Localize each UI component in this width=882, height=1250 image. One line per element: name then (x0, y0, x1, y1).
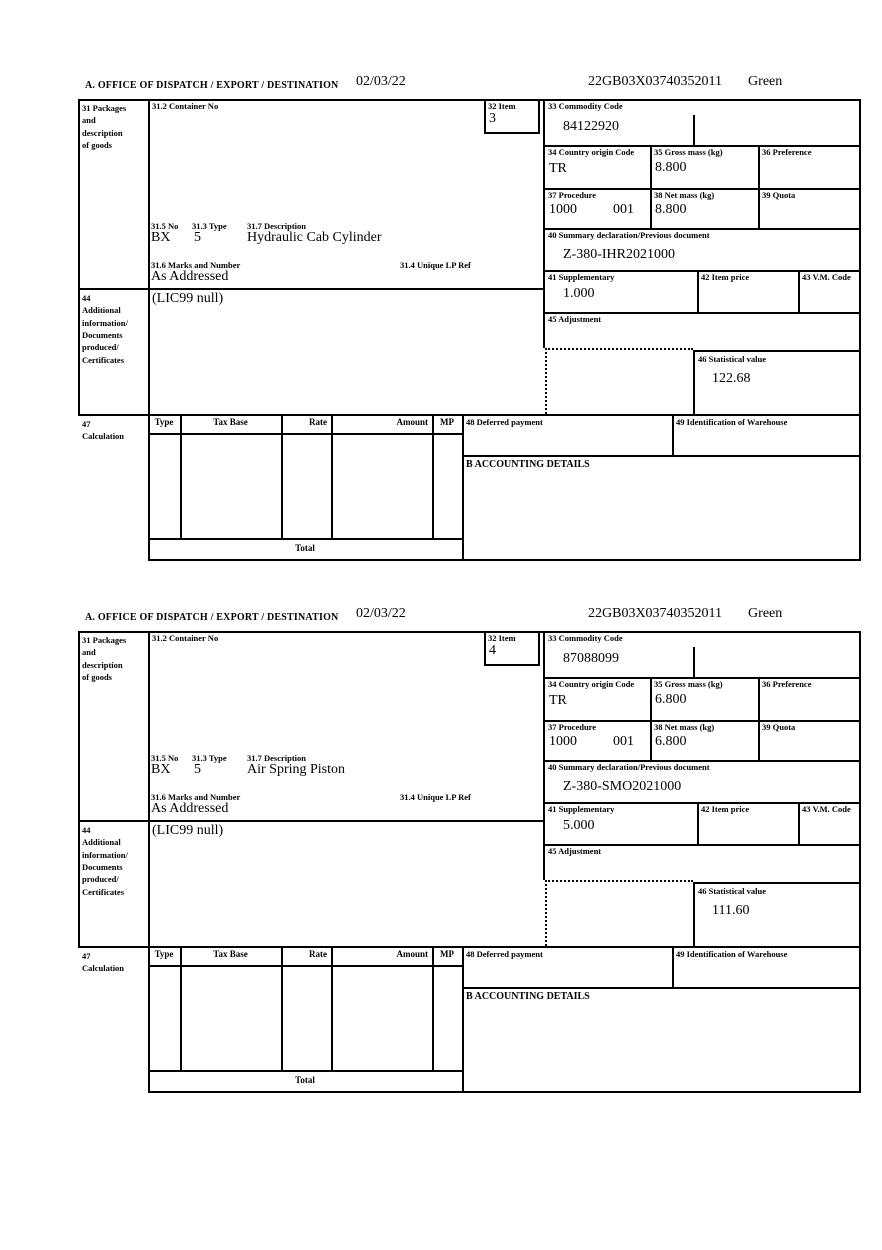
outer-right-border (859, 99, 861, 561)
deferred-payment-label: 48 Deferred payment (466, 417, 543, 427)
pkg-type-label: 31.3 Type (192, 221, 227, 231)
divider-line (758, 145, 760, 228)
summary-declaration-value: Z-380-SMO2021000 (563, 779, 682, 794)
packages-label: 31 Packages and description of goods (82, 103, 127, 150)
marks-label: 31.6 Marks and Number (151, 792, 241, 802)
routing-indicator: Green (748, 74, 783, 89)
dotted-divider (545, 348, 547, 414)
gross-mass-value: 8.800 (655, 160, 687, 175)
preference-label: 36 Preference (762, 147, 812, 157)
mid-column-divider (543, 99, 545, 348)
accounting-details-label: B ACCOUNTING DETAILS (466, 991, 590, 1002)
procedure-value: 1000 001 (549, 734, 634, 749)
left-column-divider (148, 631, 150, 1093)
container-no-label: 31.2 Container No (152, 101, 219, 111)
additional-info-value: (LIC99 null) (152, 823, 224, 838)
statistical-value-label: 46 Statistical value (698, 886, 766, 896)
routing-indicator: Green (748, 606, 783, 621)
calc-col-type: Type (154, 949, 174, 959)
divider-line (432, 946, 434, 1070)
commodity-code-label: 33 Commodity Code (548, 101, 623, 111)
office-header: A. OFFICE OF DISPATCH / EXPORT / DESTINATION (85, 612, 339, 623)
net-mass-label: 38 Net mass (kg) (654, 190, 715, 200)
calc-col-amount: Amount (396, 417, 428, 427)
country-origin-label: 34 Country origin Code (548, 679, 635, 689)
outer-left-border (78, 99, 80, 414)
marks-value: As Addressed (151, 801, 229, 816)
calc-col-mp: MP (440, 417, 454, 427)
item-label: 32 Item (488, 101, 516, 111)
divider-line (331, 946, 333, 1070)
left-column-divider (148, 99, 150, 561)
item-number-value: 3 (489, 111, 496, 126)
item-price-label: 42 Item price (701, 804, 750, 814)
adjustment-label: 45 Adjustment (548, 846, 602, 856)
mid-column-divider (543, 631, 545, 880)
item-label: 32 Item (488, 633, 516, 643)
net-mass-value: 6.800 (655, 734, 687, 749)
total-label: Total (295, 543, 315, 553)
statistical-value: 122.68 (712, 371, 751, 386)
dotted-divider (545, 880, 693, 882)
divider-line (697, 802, 699, 844)
statistical-value-label: 46 Statistical value (698, 354, 766, 364)
pkg-no-label: 31.5 No (151, 221, 179, 231)
calc-col-tax-base: Tax Base (213, 417, 248, 427)
summary-declaration-label: 40 Summary declaration/Previous document (548, 230, 710, 240)
country-origin-value: TR (549, 693, 567, 708)
vm-code-label: 43 V.M. Code (802, 272, 851, 282)
supplementary-value: 1.000 (563, 286, 595, 301)
pkg-no-label: 31.5 No (151, 753, 179, 763)
calculation-row-top-border (78, 946, 861, 948)
calc-body-bottom-border (148, 1070, 462, 1072)
gross-mass-label: 35 Gross mass (kg) (654, 679, 723, 689)
gross-mass-value: 6.800 (655, 692, 687, 707)
divider-line (672, 414, 674, 455)
declaration-reference (588, 606, 782, 623)
supplementary-label: 41 Supplementary (548, 272, 615, 282)
pkg-no-value: BX (151, 762, 171, 777)
pkg-type-label: 31.3 Type (192, 753, 227, 763)
procedure-label: 37 Procedure (548, 190, 597, 200)
additional-info-value: (LIC99 null) (152, 291, 224, 306)
adjustment-label: 45 Adjustment (548, 314, 602, 324)
reference-number: 22GB03X03740352011 (588, 74, 723, 89)
pkg-no-value: BX (151, 230, 171, 245)
statistical-value: 111.60 (712, 903, 750, 918)
net-mass-label: 38 Net mass (kg) (654, 722, 715, 732)
outer-left-border (78, 631, 80, 946)
pkg-description-label: 31.7 Description (247, 221, 307, 231)
outer-bottom-border (148, 1091, 861, 1093)
calc-col-amount: Amount (396, 949, 428, 959)
declaration-reference (588, 74, 782, 91)
supplementary-label: 41 Supplementary (548, 804, 615, 814)
total-label: Total (295, 1075, 315, 1085)
warehouse-id-label: 49 Identification of Warehouse (676, 949, 788, 959)
divider-line (180, 946, 182, 1070)
warehouse-id-label: 49 Identification of Warehouse (676, 417, 788, 427)
divider-line (331, 414, 333, 538)
goods-description-value: Air Spring Piston (247, 762, 346, 777)
divider-line (180, 414, 182, 538)
preference-label: 36 Preference (762, 679, 812, 689)
accounting-details-label: B ACCOUNTING DETAILS (466, 459, 590, 470)
commodity-code-tick (693, 647, 695, 677)
lp-ref-label: 31.4 Unique LP Ref (400, 792, 471, 802)
divider-line (672, 946, 674, 987)
vm-code-label: 43 V.M. Code (802, 804, 851, 814)
divider-line (697, 270, 699, 312)
calculation-row-top-border (78, 414, 861, 416)
country-origin-value: TR (549, 161, 567, 176)
dotted-divider (545, 880, 547, 946)
deferred-payment-label: 48 Deferred payment (466, 949, 543, 959)
item-section-1 (0, 0, 882, 562)
net-mass-value: 8.800 (655, 202, 687, 217)
divider-line (78, 288, 543, 290)
divider-line (650, 145, 652, 228)
accounting-top-border (462, 987, 859, 989)
supplementary-value: 5.000 (563, 818, 595, 833)
country-origin-label: 34 Country origin Code (548, 147, 635, 157)
divider-line (462, 946, 464, 1091)
goods-description-value: Hydraulic Cab Cylinder (247, 230, 382, 245)
divider-line (78, 820, 543, 822)
procedure-label: 37 Procedure (548, 722, 597, 732)
procedure-value: 1000 001 (549, 202, 634, 217)
marks-value: As Addressed (151, 269, 229, 284)
gross-mass-label: 35 Gross mass (kg) (654, 147, 723, 157)
dotted-divider (545, 348, 693, 350)
calc-header-bottom-border (148, 433, 462, 435)
divider-line (798, 802, 800, 844)
commodity-code-label: 33 Commodity Code (548, 633, 623, 643)
divider-line (432, 414, 434, 538)
divider-line (798, 270, 800, 312)
divider-line (281, 414, 283, 538)
declaration-date: 02/03/22 (356, 74, 406, 89)
summary-declaration-value: Z-380-IHR2021000 (563, 247, 675, 262)
item-price-label: 42 Item price (701, 272, 750, 282)
divider-line (650, 677, 652, 760)
quota-label: 39 Quota (762, 722, 796, 732)
declaration-date: 02/03/22 (356, 606, 406, 621)
reference-number: 22GB03X03740352011 (588, 606, 723, 621)
calc-col-rate: Rate (309, 417, 327, 427)
calc-col-type: Type (154, 417, 174, 427)
pkg-description-label: 31.7 Description (247, 753, 307, 763)
commodity-code-value: 87088099 (563, 651, 619, 666)
commodity-code-tick (693, 115, 695, 145)
divider-line (758, 677, 760, 760)
divider-line (281, 946, 283, 1070)
additional-info-label: 44 Additional information/ Documents produced/ Certificates (82, 293, 128, 365)
quota-label: 39 Quota (762, 190, 796, 200)
calc-col-tax-base: Tax Base (213, 949, 248, 959)
calculation-label: 47 Calculation (82, 419, 125, 442)
summary-declaration-label: 40 Summary declaration/Previous document (548, 762, 710, 772)
additional-info-label: 44 Additional information/ Documents produced/ Certificates (82, 825, 128, 897)
calculation-label: 47 Calculation (82, 951, 125, 974)
lp-ref-label: 31.4 Unique LP Ref (400, 260, 471, 270)
container-no-label: 31.2 Container No (152, 633, 219, 643)
packages-label: 31 Packages and description of goods (82, 635, 127, 682)
office-header: A. OFFICE OF DISPATCH / EXPORT / DESTINATION (85, 80, 339, 91)
item-section-2 (0, 532, 882, 1094)
outer-right-border (859, 631, 861, 1093)
calc-header-bottom-border (148, 965, 462, 967)
calc-col-mp: MP (440, 949, 454, 959)
commodity-code-value: 84122920 (563, 119, 619, 134)
item-number-value: 4 (489, 643, 496, 658)
pkg-type-value: 5 (194, 762, 201, 777)
calc-col-rate: Rate (309, 949, 327, 959)
accounting-top-border (462, 455, 859, 457)
pkg-type-value: 5 (194, 230, 201, 245)
marks-label: 31.6 Marks and Number (151, 260, 241, 270)
